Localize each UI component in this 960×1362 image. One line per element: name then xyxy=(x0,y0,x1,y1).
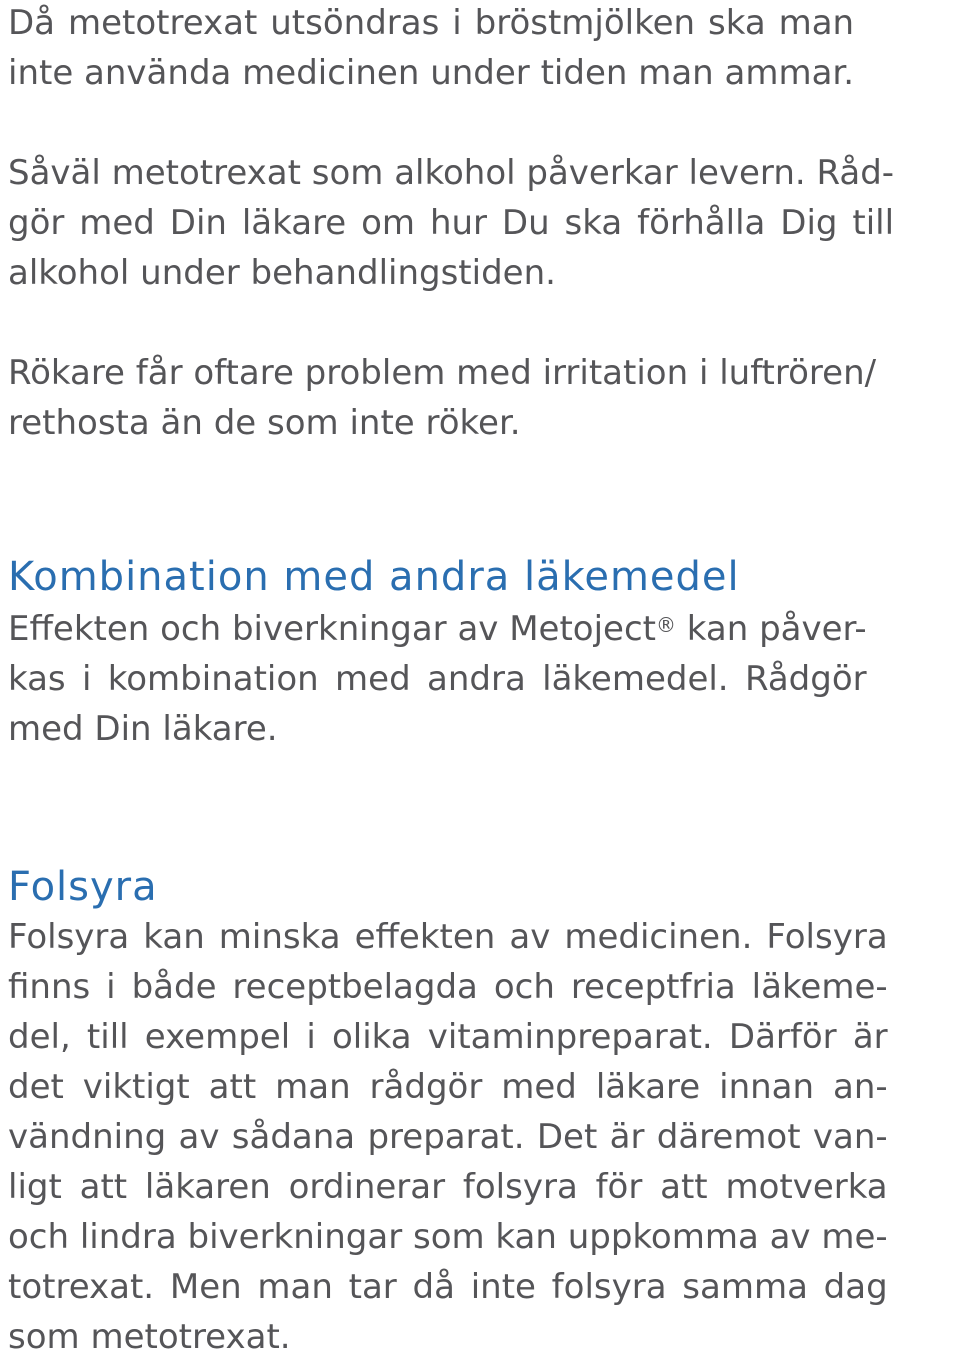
text-segment: kan påver- xyxy=(676,609,867,649)
text-line: del, till exempel i olika vitaminpreparat. Därför är xyxy=(8,1017,888,1057)
text-line: Såväl metotrexat som alkohol påverkar levern. Råd- xyxy=(8,153,895,193)
text-line: som metotrexat. xyxy=(8,1317,291,1357)
text-line: med Din läkare. xyxy=(8,709,278,749)
text-line: finns i både receptbelagda och receptfria läkeme- xyxy=(8,967,888,1007)
heading-kombination: Kombination med andra läkemedel xyxy=(8,554,740,600)
heading-folsyra: Folsyra xyxy=(8,864,158,910)
text-line: gör med Din läkare om hur Du ska förhålla Dig till xyxy=(8,203,895,243)
text-line: vändning av sådana preparat. Det är däremot van- xyxy=(8,1117,888,1157)
text-segment: Effekten och biverkningar av Metoject xyxy=(8,609,656,649)
paragraph-smokers xyxy=(8,348,876,448)
text-line: Folsyra kan minska effekten av medicinen. Folsyra xyxy=(8,917,888,957)
text-line: alkohol under behandlingstiden. xyxy=(8,253,556,293)
text-line xyxy=(8,604,867,654)
text-line: och lindra biverkningar som kan uppkomma av me- xyxy=(8,1217,888,1257)
text-line: rethosta än de som inte röker. xyxy=(8,403,521,443)
registered-mark: ® xyxy=(656,613,676,637)
text-line: totrexat. Men man tar då inte folsyra samma dag xyxy=(8,1267,888,1307)
paragraph-kombination xyxy=(8,604,867,754)
text-line: Då metotrexat utsöndras i bröstmjölken ska man xyxy=(8,3,855,43)
text-line: det viktigt att man rådgör med läkare innan an- xyxy=(8,1067,888,1107)
text-line: Rökare får oftare problem med irritation i luftrören/ xyxy=(8,353,877,393)
text-line: ligt att läkaren ordinerar folsyra för att motverka xyxy=(8,1167,888,1207)
paragraph-folsyra xyxy=(8,912,888,1362)
text-line: inte använda medicinen under tiden man ammar. xyxy=(8,53,855,93)
paragraph-breastfeeding xyxy=(8,0,854,98)
paragraph-alcohol xyxy=(8,148,894,298)
text-line: kas i kombination med andra läkemedel. Rådgör xyxy=(8,659,867,699)
